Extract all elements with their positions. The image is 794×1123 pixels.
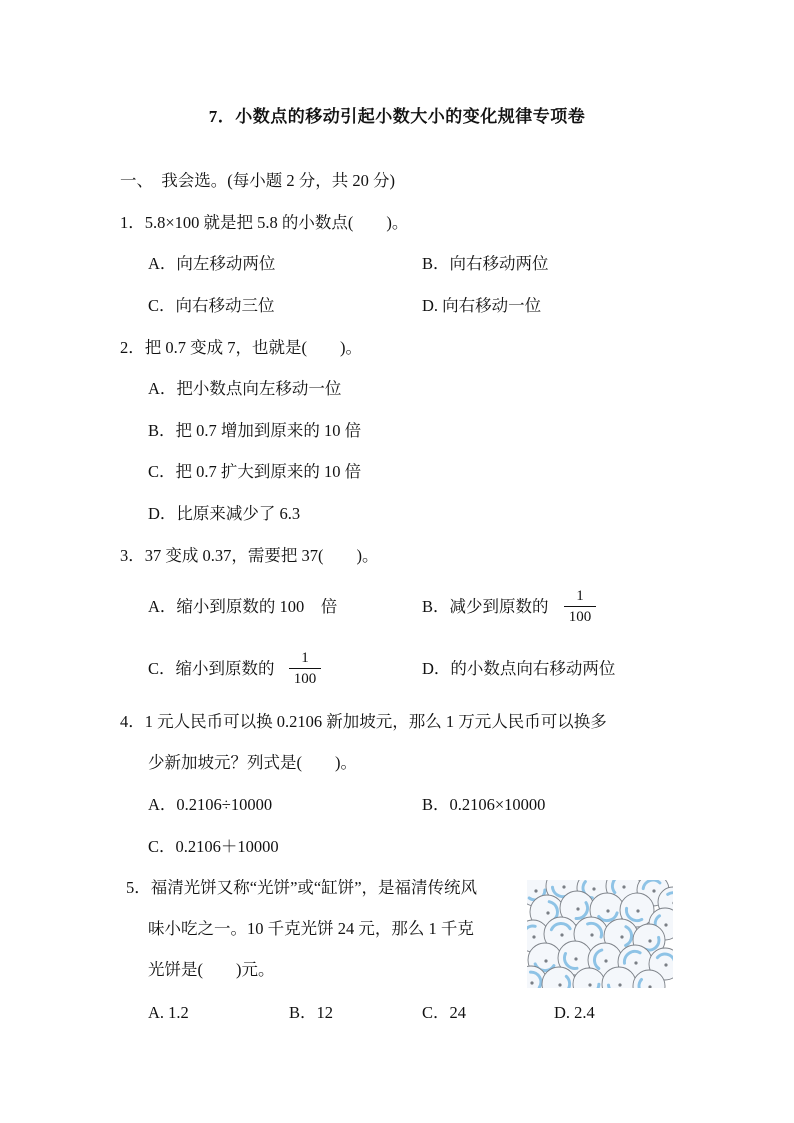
question-4-stem-line-1: 4．1 元人民币可以换 0.2106 新加坡元，那么 1 万元人民币可以换多 (120, 712, 607, 731)
q2-option-d[interactable]: D．比原来减少了 6.3 (148, 504, 301, 523)
q3-option-b[interactable]: B．减少到原数的 (422, 597, 549, 616)
fraction-numerator: 1 (301, 650, 309, 666)
q3-option-c[interactable]: C．缩小到原数的 (148, 659, 275, 678)
q2-option-a[interactable]: A．把小数点向左移动一位 (148, 379, 342, 398)
q4-option-b[interactable]: B．0.2106×10000 (422, 795, 546, 814)
fraction-denominator: 100 (293, 671, 317, 687)
q4-option-a[interactable]: A．0.2106÷10000 (148, 795, 273, 814)
q5-option-a[interactable]: A. 1.2 (148, 1003, 189, 1022)
q1-option-d[interactable]: D. 向右移动一位 (422, 296, 542, 315)
guangbing-illustration (527, 880, 673, 988)
question-5-stem-line-1: 5．福清光饼又称“光饼”或“缸饼”，是福清传统风 (126, 878, 478, 897)
q4-option-c[interactable]: C．0.2106＋10000 (148, 837, 279, 856)
q3-option-a[interactable]: A．缩小到原数的 100 倍 (148, 597, 338, 616)
fraction-numerator: 1 (576, 588, 584, 604)
page-title: 7．小数点的移动引起小数大小的变化规律专项卷 (208, 107, 586, 126)
fraction-denominator: 100 (568, 609, 592, 625)
question-1-stem: 1．5.8×100 就是把 5.8 的小数点( )。 (120, 213, 409, 232)
q2-option-b[interactable]: B．把 0.7 增加到原来的 10 倍 (148, 421, 362, 440)
fraction-bar (564, 606, 596, 607)
q1-option-a[interactable]: A．向左移动两位 (148, 254, 276, 273)
question-2-stem: 2．把 0.7 变成 7，也就是( )。 (120, 338, 362, 357)
fraction-bar (289, 668, 321, 669)
q3-option-c-fraction (289, 649, 321, 688)
section-heading: 一、 我会选。(每小题 2 分，共 20 分) (120, 171, 395, 190)
q5-option-b[interactable]: B．12 (289, 1003, 334, 1022)
question-3-stem: 3．37 变成 0.37，需要把 37( )。 (120, 546, 379, 565)
q5-option-d[interactable]: D. 2.4 (554, 1003, 595, 1022)
q3-option-b-fraction (564, 587, 596, 626)
q5-option-c[interactable]: C．24 (422, 1003, 467, 1022)
q2-option-c[interactable]: C．把 0.7 扩大到原来的 10 倍 (148, 462, 362, 481)
guangbing-photo (527, 880, 673, 988)
q3-option-d[interactable]: D．的小数点向右移动两位 (422, 659, 616, 678)
question-5-stem-line-2: 味小吃之一。10 千克光饼 24 元，那么 1 千克 (148, 919, 474, 938)
q1-option-c[interactable]: C．向右移动三位 (148, 296, 275, 315)
question-4-stem-line-2: 少新加坡元？列式是( )。 (148, 753, 357, 772)
question-5-stem-line-3: 光饼是( )元。 (148, 960, 275, 979)
q1-option-b[interactable]: B．向右移动两位 (422, 254, 549, 273)
